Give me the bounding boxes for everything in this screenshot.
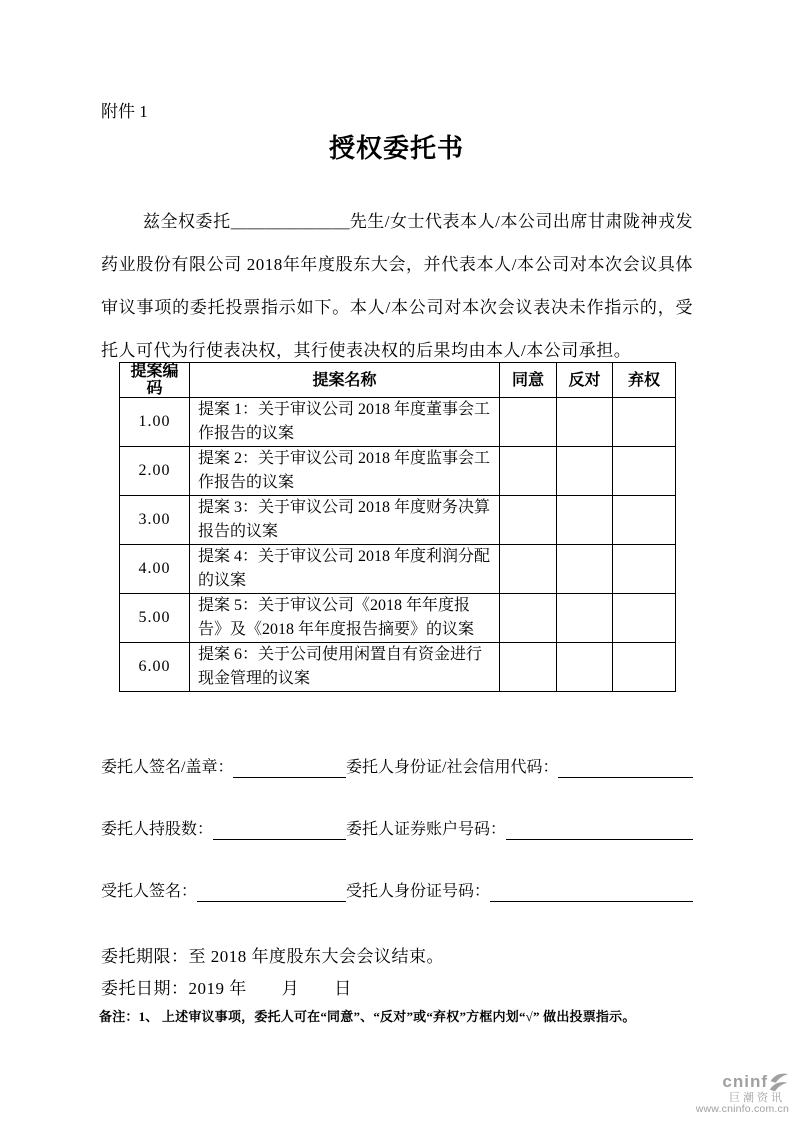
trustee-signature-line [197, 882, 346, 902]
col-header-abstain: 弃权 [613, 363, 676, 398]
proposal-name: 提案 6：关于公司使用闲置自有资金进行现金管理的议案 [190, 643, 500, 692]
vote-cell-agree [500, 594, 557, 643]
col-header-proposal-name: 提案名称 [190, 363, 500, 398]
table-row [120, 643, 676, 692]
col-header-against: 反对 [557, 363, 613, 398]
proposal-name: 提案 2：关于审议公司 2018 年度监事会工作报告的议案 [190, 447, 500, 496]
col-header-proposal-code: 提案编码 [120, 363, 190, 398]
vote-cell-against [557, 545, 613, 594]
page-title: 授权委托书 [328, 134, 464, 163]
vote-cell-abstain [613, 594, 676, 643]
proposal-code: 3.00 [120, 496, 190, 545]
authorization-paragraph [101, 200, 693, 372]
cninfo-logo-url: www.cninfo.com.cn [695, 1103, 789, 1116]
paragraph-body: 先生/女士代表本人/本公司出席甘肃陇神戎发药业股份有限公司 2018年年度股东大会，并代表本人/本公司对本次会议具体审议事项的委托投票指示如下。本人/本公司对本次会议表决未作指示的，受托人可代为行使表决权，其行使表决权的后果均由本人/本公司承担。 [101, 212, 694, 360]
vote-cell-agree [500, 496, 557, 545]
grantor-shares-line [213, 820, 346, 840]
table-row [120, 447, 676, 496]
proposal-code: 5.00 [120, 594, 190, 643]
cninfo-logo [669, 1072, 789, 1116]
table-row [120, 496, 676, 545]
vote-cell-agree [500, 398, 557, 447]
paragraph-intro: 兹全权委托 [143, 212, 231, 231]
col-header-agree: 同意 [500, 363, 557, 398]
proposal-name: 提案 5：关于审议公司《2018 年年度报告》及《2018 年年度报告摘要》的议案 [190, 594, 500, 643]
vote-cell-abstain [613, 643, 676, 692]
table-row [120, 545, 676, 594]
trustee-signature-label: 受托人签名： [101, 883, 198, 900]
proposal-name: 提案 3：关于审议公司 2018 年度财务决算报告的议案 [190, 496, 500, 545]
trustee-id-label: 受托人身份证号码： [346, 883, 491, 900]
trustee-signature-row [101, 882, 693, 902]
cninfo-logo-cn: 巨潮资讯 [729, 1092, 785, 1104]
table-header-row [120, 363, 676, 398]
vote-cell-abstain [613, 545, 676, 594]
vote-cell-agree [500, 447, 557, 496]
grantor-signature-row [101, 758, 693, 778]
vote-cell-agree [500, 545, 557, 594]
grantor-shares-row [101, 820, 693, 840]
vote-cell-abstain [613, 398, 676, 447]
grantor-id-line [558, 758, 693, 778]
table-row [120, 594, 676, 643]
proposal-code: 4.00 [120, 545, 190, 594]
vote-cell-against [557, 594, 613, 643]
vote-cell-agree [500, 643, 557, 692]
cninfo-logo-word: cninf [722, 1071, 768, 1091]
grantor-signature-label: 委托人签名/盖章： [101, 759, 234, 776]
proposal-name: 提案 4：关于审议公司 2018 年度利润分配的议案 [190, 545, 500, 594]
attachment-label: 附件 1 [101, 102, 148, 121]
table-row [120, 398, 676, 447]
grantor-account-line [506, 820, 693, 840]
grantor-id-label: 委托人身份证/社会信用代码： [346, 759, 559, 776]
proxy-name-blank: ＿＿＿＿＿＿＿ [230, 212, 350, 231]
note-line: 备注：1、 上述审议事项，委托人可在“同意”、“反对”或“弃权”方框内划“√” 做出投票指示。 [99, 1009, 636, 1024]
vote-cell-against [557, 643, 613, 692]
vote-cell-against [557, 398, 613, 447]
vote-cell-abstain [613, 496, 676, 545]
trustee-id-line [490, 882, 693, 902]
date-line: 委托日期：2019 年 月 日 [101, 979, 352, 998]
vote-cell-against [557, 447, 613, 496]
grantor-signature-line [233, 758, 346, 778]
cninfo-swirl-icon [769, 1072, 789, 1092]
grantor-shares-label: 委托人持股数： [101, 821, 214, 838]
grantor-account-label: 委托人证券账户号码： [346, 821, 507, 838]
proposal-vote-table [119, 362, 676, 692]
proposal-name: 提案 1：关于审议公司 2018 年度董事会工作报告的议案 [190, 398, 500, 447]
proposal-code: 1.00 [120, 398, 190, 447]
proposal-code: 6.00 [120, 643, 190, 692]
proposal-code: 2.00 [120, 447, 190, 496]
term-line: 委托期限：至 2018 年度股东大会会议结束。 [101, 947, 444, 966]
vote-cell-against [557, 496, 613, 545]
vote-cell-abstain [613, 447, 676, 496]
